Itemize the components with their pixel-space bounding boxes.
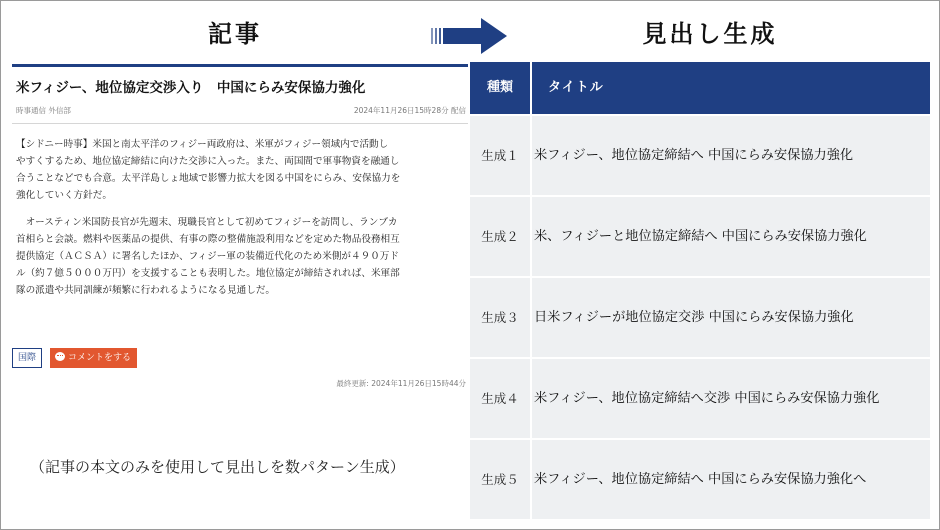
article-paragraph: オースティン米国防長官が先週末、現職長官として初めてフィジーを訪問し、ランブカ 首相らと会談。燃料や医薬品の提供、有事の際の整備施設利用などを定めた物品役務相互 提供協定（ＡＣＳＡ）に署名したほか、フィジー軍の装備近代化のため米側が４９０万ド ル（約７億５０００万円）を支援することも表明した。地位協定が締結されれば、米軍部 隊の派遣や共同訓練が頻繁に行われるようになる見通しだ。 (16, 217, 400, 296)
row-kind: 生成４ (481, 391, 519, 406)
caption-note: （記事の本文のみを使用して見出しを数パターン生成） (30, 458, 405, 476)
row-headline: 日米フィジーが地位協定交渉 中国にらみ安保協力強化 (534, 310, 854, 325)
column-header-title: タイトル (548, 80, 604, 95)
row-headline: 米フィジー、地位協定締結へ 中国にらみ安保協力強化へ (534, 472, 867, 487)
row-kind: 生成５ (481, 472, 519, 487)
headline-table (470, 62, 930, 519)
headline-generation-heading: 見出し生成 (642, 20, 778, 48)
column-separator (530, 116, 532, 195)
row-headline: 米、フィジーと地位協定締結へ 中国にらみ安保協力強化 (534, 229, 867, 244)
article-source: 時事通信 外信部 (16, 106, 71, 115)
table-row (470, 195, 930, 276)
table-row (470, 276, 930, 357)
column-separator (530, 359, 532, 438)
row-headline: 米フィジー、地位協定締結へ交渉 中国にらみ安保協力強化 (534, 391, 880, 406)
comment-button-label: コメントをする (68, 353, 132, 363)
article-paragraph: 【シドニー時事】米国と南太平洋のフィジー両政府は、米軍がフィジー領域内で活動し やすくするため、地位協定締結に向けた交渉に入った。また、両国間で軍事物資を融通し 合うことなどでも合意。太平洋島しょ地域で影響力拡大を図る中国をにらみ、安保協力を 強化していく方針だ。 (16, 139, 401, 201)
row-kind: 生成２ (481, 229, 519, 244)
article-title: 米フィジー、地位協定交渉入り 中国にらみ安保協力強化 (16, 80, 366, 96)
article-updated: 最終更新: 2024年11月26日15時44分 (336, 379, 466, 388)
article-body (16, 136, 462, 299)
column-separator (530, 278, 532, 357)
article-published: 2024年11月26日15時28分 配信 (353, 106, 466, 115)
table-row (470, 438, 930, 519)
column-separator (530, 197, 532, 276)
comment-button[interactable] (50, 348, 137, 368)
column-separator (530, 440, 532, 519)
article-panel (12, 64, 468, 394)
article-actions (12, 348, 137, 370)
article-meta (12, 105, 468, 119)
comment-icon (55, 352, 65, 361)
column-separator (530, 62, 532, 114)
article-top-rule (12, 64, 468, 67)
row-headline: 米フィジー、地位協定締結へ 中国にらみ安保協力強化 (534, 148, 854, 163)
table-header (470, 62, 930, 114)
column-header-kind: 種類 (486, 80, 513, 95)
table-row (470, 357, 930, 438)
row-kind: 生成１ (481, 148, 519, 163)
right-arrow-icon (431, 16, 511, 56)
article-divider (12, 123, 468, 124)
article-heading: 記事 (208, 20, 262, 48)
category-tag-international[interactable]: 国際 (12, 348, 42, 368)
row-kind: 生成３ (481, 310, 519, 325)
table-row (470, 114, 930, 195)
